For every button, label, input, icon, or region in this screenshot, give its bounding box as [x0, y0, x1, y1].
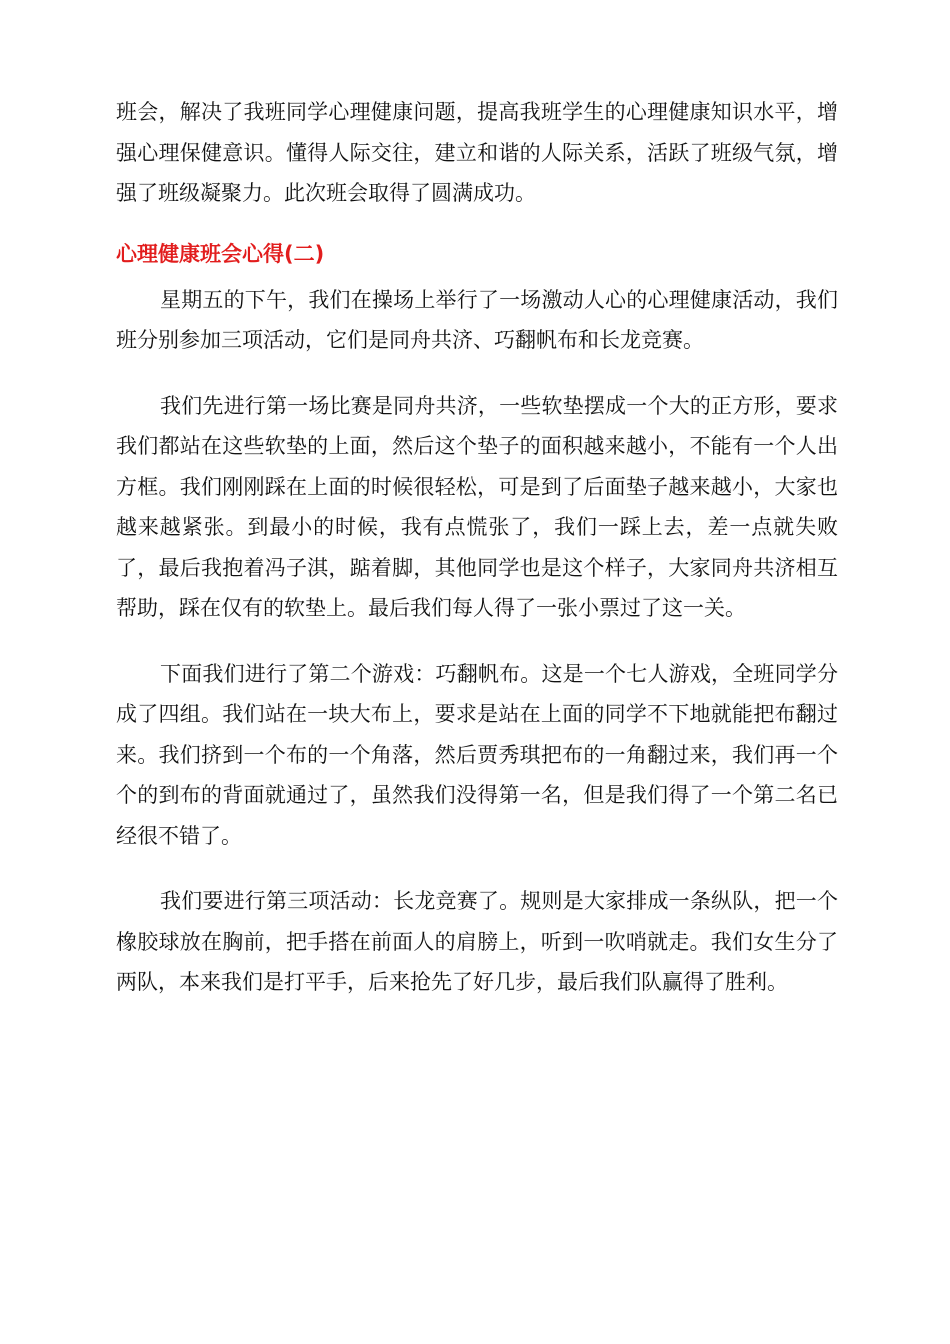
paragraph-activity-one: 我们先进行第一场比赛是同舟共济，一些软垫摆成一个大的正方形，要求我们都站在这些软垫的上面，然后这个垫子的面积越来越小，不能有一个人出方框。我们刚刚踩在上面的时候很轻松，可是到了后面垫子越来越小，大家也越来越紧张。到最小的时候，我有点慌张了，我们一踩上去，差一点就失败了，最后我抱着冯子淇，踮着脚，其他同学也是这个样子，大家同舟共济相互帮助，踩在仅有的软垫上。最后我们每人得了一张小票过了这一关。 [116, 393, 838, 620]
paragraph-activity-three: 我们要进行第三项活动：长龙竞赛了。规则是大家排成一条纵队，把一个橡胶球放在胸前，把手搭在前面人的肩膀上，听到一吹哨就走。我们女生分了两队，本来我们是打平手，后来抢先了好几步，最后我们队赢得了胜利。 [116, 889, 838, 994]
opening-paragraph: 班会，解决了我班同学心理健康问题，提高我班学生的心理健康知识水平，增强心理保健意识。懂得人际交往，建立和谐的人际关系，活跃了班级气氛，增强了班级凝聚力。此次班会取得了圆满成功。 [116, 100, 838, 205]
document-body [116, 92, 838, 1028]
paragraph-intro: 星期五的下午，我们在操场上举行了一场激动人心的心理健康活动，我们班分别参加三项活动，它们是同舟共济、巧翻帆布和长龙竞赛。 [116, 287, 838, 352]
paragraph-activity-two: 下面我们进行了第二个游戏：巧翻帆布。这是一个七人游戏，全班同学分成了四组。我们站在一块大布上，要求是站在上面的同学不下地就能把布翻过来。我们挤到一个布的一个角落，然后贾秀琪把布的一角翻过来，我们再一个个的到布的背面就通过了，虽然我们没得第一名，但是我们得了一个第二名已经很不错了。 [116, 661, 838, 848]
section-title: 心理健康班会心得(二) [116, 241, 325, 266]
